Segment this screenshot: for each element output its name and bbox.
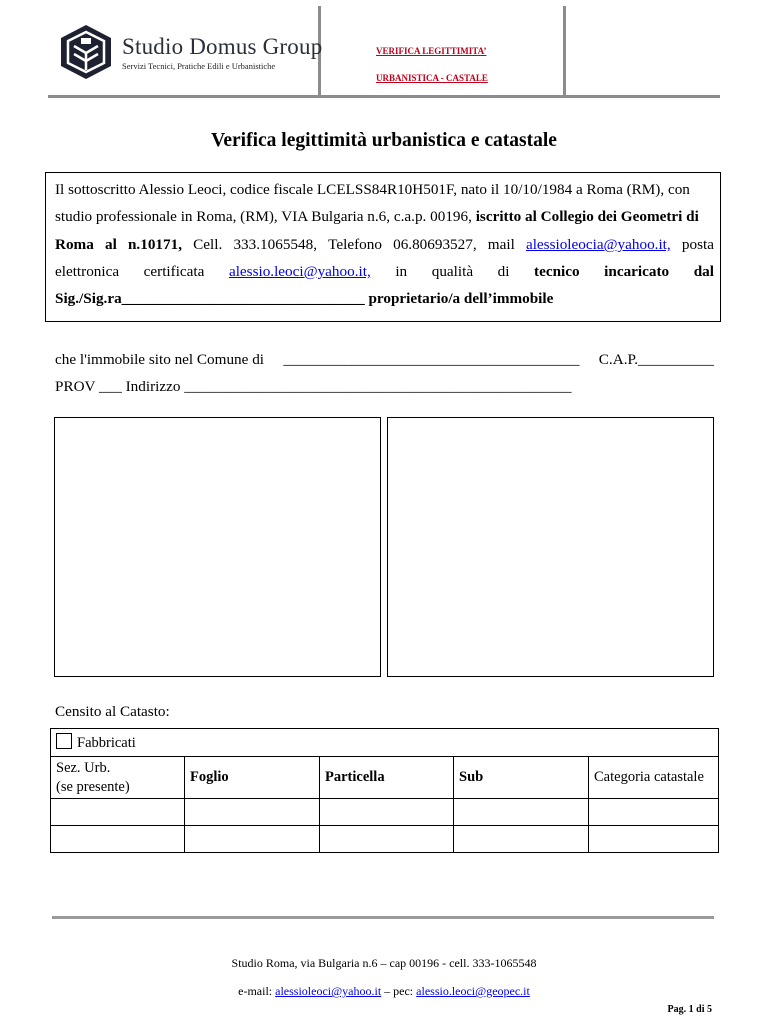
footer-contacts [0,984,768,999]
table-cell[interactable] [589,826,719,853]
word: qualità [431,263,474,280]
email-link[interactable]: alessioleocia@yahoo.it, [525,236,671,253]
phone-number: 06.80693527, [393,236,477,253]
footer-address: Studio Roma, via Bulgaria n.6 – cap 00196 - cell. 333-1065548 [231,956,537,970]
declaration-text: studio professionale in Roma, (RM), VIA Bulgaria n.6, c.a.p. 00196, [55,208,472,225]
property-line-2 [55,378,714,396]
word: mail [487,236,515,253]
page-title: Verifica legittimità urbanistica e catastale [211,130,557,151]
table-cell[interactable] [454,799,589,826]
word: dal [693,263,714,280]
declaration-line-5 [55,290,714,308]
comune-field[interactable]: _______________________________________ [283,351,580,368]
table-row [51,799,719,826]
word: Roma [55,236,94,253]
declaration-text: Il sottoscritto Alessio Leoci, codice fiscale LCELSS84R10H501F, nato il 10/10/1984 a Roma (RM), con [55,181,690,198]
catasto-label: Censito al Catasto: [55,703,170,720]
declaration-line-2 [55,208,714,226]
footer-rule [52,916,714,919]
pec-link[interactable]: alessio.leoci@yahoo.it, [228,263,371,280]
column-header: Categoria catastale [589,757,719,799]
table-header-row [51,757,719,799]
owner-field[interactable]: Sig./Sig.ra________________________________ proprietario/a dell’immobile [55,290,554,307]
footer-pec-link[interactable]: alessio.leoci@geopec.it [416,984,530,998]
header-label-urbanistica: URBANISTICA - CASTALE [376,73,488,83]
word: di [497,263,510,280]
page-number: Pag. 1 di 5 [667,1004,712,1015]
header-rule [48,95,720,98]
table-cell[interactable] [185,799,320,826]
table-cell[interactable] [185,826,320,853]
fabbricati-label: Fabbricati [77,735,136,751]
table-cell[interactable] [320,826,454,853]
table-cell[interactable] [589,799,719,826]
word: incaricato [604,263,670,280]
registration-number: n.10171, [127,236,182,253]
catasto-table [50,728,719,853]
table-row [51,729,719,757]
property-line-1 [55,351,714,369]
footer-email-label: e-mail: [238,984,273,998]
brand-tagline: Servizi Tecnici, Pratiche Edili e Urbanistiche [122,61,276,71]
footer-email-link[interactable]: alessioleoci@yahoo.it [275,984,382,998]
word: tecnico [534,263,580,280]
table-cell[interactable] [320,799,454,826]
comune-label: che l'immobile sito nel Comune di [55,351,265,368]
column-header-line: (se presente) [56,778,130,795]
word: posta [681,236,714,253]
footer-pec-label: – pec: [384,984,414,998]
cell-number: 333.1065548, [233,236,317,253]
word: Telefono [328,236,382,253]
column-header: Particella [320,757,454,799]
fabbricati-checkbox[interactable] [56,733,72,749]
word: Cell. [193,236,223,253]
word: elettronica [55,263,120,280]
header-divider-right [563,6,566,96]
brand-name: Studio Domus Group [122,34,323,59]
declaration-line-3 [55,236,714,254]
word: al [104,236,117,253]
brand-logo-icon [60,24,112,80]
header-label-verifica: VERIFICA LEGITTIMITA’ [376,46,487,56]
column-header: Sub [454,757,589,799]
photo-box-right [387,417,714,677]
table-cell[interactable] [51,799,185,826]
cap-field[interactable]: C.A.P.__________ [598,351,714,368]
word: certificata [143,263,205,280]
photo-box-left [54,417,381,677]
table-cell[interactable] [454,826,589,853]
word: in [395,263,408,280]
declaration-registration: iscritto al Collegio dei Geometri di [475,208,699,225]
declaration-line-4 [55,263,714,281]
column-header: Foglio [185,757,320,799]
declaration-line-1 [55,181,714,199]
table-cell[interactable] [51,826,185,853]
fabbricati-cell [51,729,719,757]
column-header [51,757,185,799]
table-row [51,826,719,853]
prov-address-field[interactable]: PROV ___ Indirizzo ___________________________________________________ [55,378,572,395]
column-header-line: Sez. Urb. [56,759,111,776]
